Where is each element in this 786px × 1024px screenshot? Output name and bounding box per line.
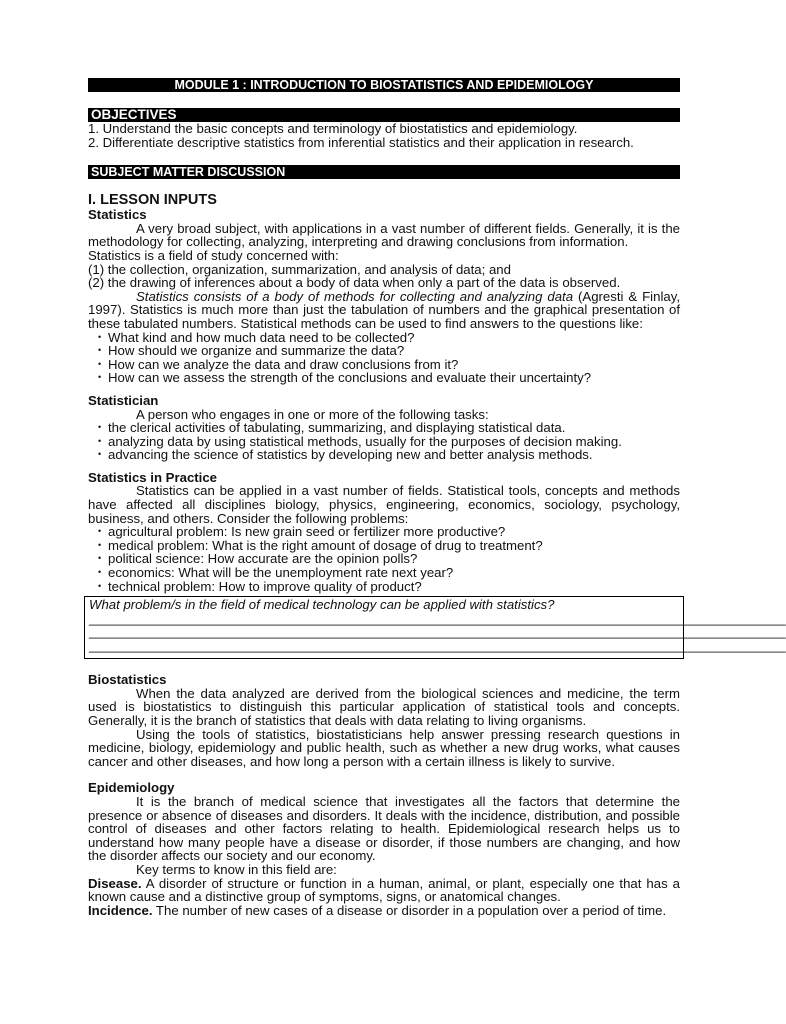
answer-line-2[interactable]: _______________________________________________________________________________________________ xyxy=(89,624,786,640)
statistics-line-2: Statistics is a field of study concerned with: xyxy=(88,247,339,263)
answer-line-3[interactable]: _______________________________________________________________________________________________ xyxy=(89,638,786,653)
objectives-heading: OBJECTIVES xyxy=(91,107,177,122)
list-item: • How can we analyze the data and draw conclusions from it? xyxy=(98,358,680,372)
box-question: What problem/s in the field of medical technology can be applied with statistics? xyxy=(89,597,555,613)
subject-matter-heading: SUBJECT MATTER DISCUSSION xyxy=(91,165,286,180)
disease-definition xyxy=(88,877,680,904)
subject-matter-heading-bar xyxy=(88,165,680,179)
disease-def: A disorder of structure or function in a human, animal, or plant, especially one that has a known cause and a distinctive group of symptoms, signs, or anatomical changes. xyxy=(88,875,680,905)
objectives-heading-bar xyxy=(88,108,680,122)
disease-term: Disease. xyxy=(88,875,142,891)
module-title-bar xyxy=(88,78,680,92)
statistician-heading: Statistician xyxy=(88,392,159,408)
practice-heading: Statistics in Practice xyxy=(88,469,218,485)
epidemiology-heading: Epidemiology xyxy=(88,780,175,796)
incidence-term: Incidence. xyxy=(88,902,153,918)
incidence-definition xyxy=(88,904,680,918)
list-item: • economics: What will be the unemployment rate next year? xyxy=(98,566,680,580)
biostatistics-heading: Biostatistics xyxy=(88,672,167,688)
practice-problems-list xyxy=(88,525,680,593)
statistician-tasks-list xyxy=(88,421,680,462)
key-terms-line: Key terms to know in this field are: xyxy=(136,861,337,877)
biostatistics-para-1: When the data analyzed are derived from the biological sciences and medicine, the term used is biostatistics to distinguish this particular application of statistical tools and concepts. Generally, it is the branch of statistics that deals with data relating to living organisms. xyxy=(88,685,680,728)
biostatistics-para-2: Using the tools of statistics, biostatisticians help answer pressing research questions in medicine, biology, epidemiology and public health, such as whether a new drug works, what causes cancer and other diseases, and how long a person with a certain illness is likely to survive. xyxy=(88,726,680,769)
statistics-quote-para xyxy=(88,290,680,331)
list-item: • political science: How accurate are the opinion polls? xyxy=(98,552,680,566)
list-item: • agricultural problem: Is new grain seed or fertilizer more productive? xyxy=(98,525,680,539)
list-item: • analyzing data by using statistical methods, usually for the purposes of decision making. xyxy=(98,435,680,449)
statistics-heading: Statistics xyxy=(88,207,147,223)
answer-line-1[interactable]: _______________________________________________________________________________________________ xyxy=(89,610,786,626)
statistics-questions-list xyxy=(88,331,680,385)
list-item: • medical problem: What is the right amount of dosage of drug to treatment? xyxy=(98,539,680,553)
objective-2: 2. Differentiate descriptive statistics from inferential statistics and their application in research. xyxy=(88,134,634,150)
incidence-def: The number of new cases of a disease or disorder in a population over a period of time. xyxy=(152,902,667,918)
list-item: • the clerical activities of tabulating, summarizing, and displaying statistical data. xyxy=(98,421,680,435)
lesson-inputs-heading: I. LESSON INPUTS xyxy=(88,192,217,209)
statistics-quote-rest: (Agresti & Finlay, 1997). Statistics is much more than just the tabulation of numbers and the graphical presentation of these tabulated numbers. Statistical methods can be used to find answers to the questions like: xyxy=(88,288,680,331)
module-title: MODULE 1 : INTRODUCTION TO BIOSTATISTICS AND EPIDEMIOLOGY xyxy=(174,78,594,92)
document-page xyxy=(88,76,786,918)
list-item: • What kind and how much data need to be collected? xyxy=(98,331,680,345)
list-item: • How can we assess the strength of the conclusions and evaluate their uncertainty? xyxy=(98,371,680,385)
statistics-point-2: (2) the drawing of inferences about a body of data when only a part of the data is observed. xyxy=(88,275,621,291)
statistics-para-1: A very broad subject, with applications in a vast number of different fields. Generally, it is the methodology for collecting, analyzing, interpreting and drawing conclusions from information. xyxy=(88,220,680,250)
list-item: • advancing the science of statistics by developing new and better analysis methods. xyxy=(98,448,680,462)
epidemiology-para-1: It is the branch of medical science that investigates all the factors that determine the presence or absence of diseases and disorders. It deals with the incidence, distribution, and possible control of diseases and other factors relating to health. Epidemiological research helps us to understand how many people have a disease or disorder, if those numbers are changing, and how the disorder affects our society and our economy. xyxy=(88,793,680,864)
question-box xyxy=(84,596,786,659)
statistician-intro: A person who engages in one or more of the following tasks: xyxy=(136,406,489,422)
objective-1: 1. Understand the basic concepts and terminology of biostatistics and epidemiology. xyxy=(88,121,578,136)
statistics-quote: Statistics consists of a body of methods for collecting and analyzing data xyxy=(136,288,574,304)
list-item: • How should we organize and summarize the data? xyxy=(98,344,680,358)
statistics-point-1: (1) the collection, organization, summarization, and analysis of data; and xyxy=(88,261,511,277)
practice-para: Statistics can be applied in a vast number of fields. Statistical tools, concepts and methods have affected all disciplines biology, physics, engineering, economics, sociology, psychology, business, and others. Consider the following problems: xyxy=(88,483,680,526)
list-item: • technical problem: How to improve quality of product? xyxy=(98,580,680,594)
